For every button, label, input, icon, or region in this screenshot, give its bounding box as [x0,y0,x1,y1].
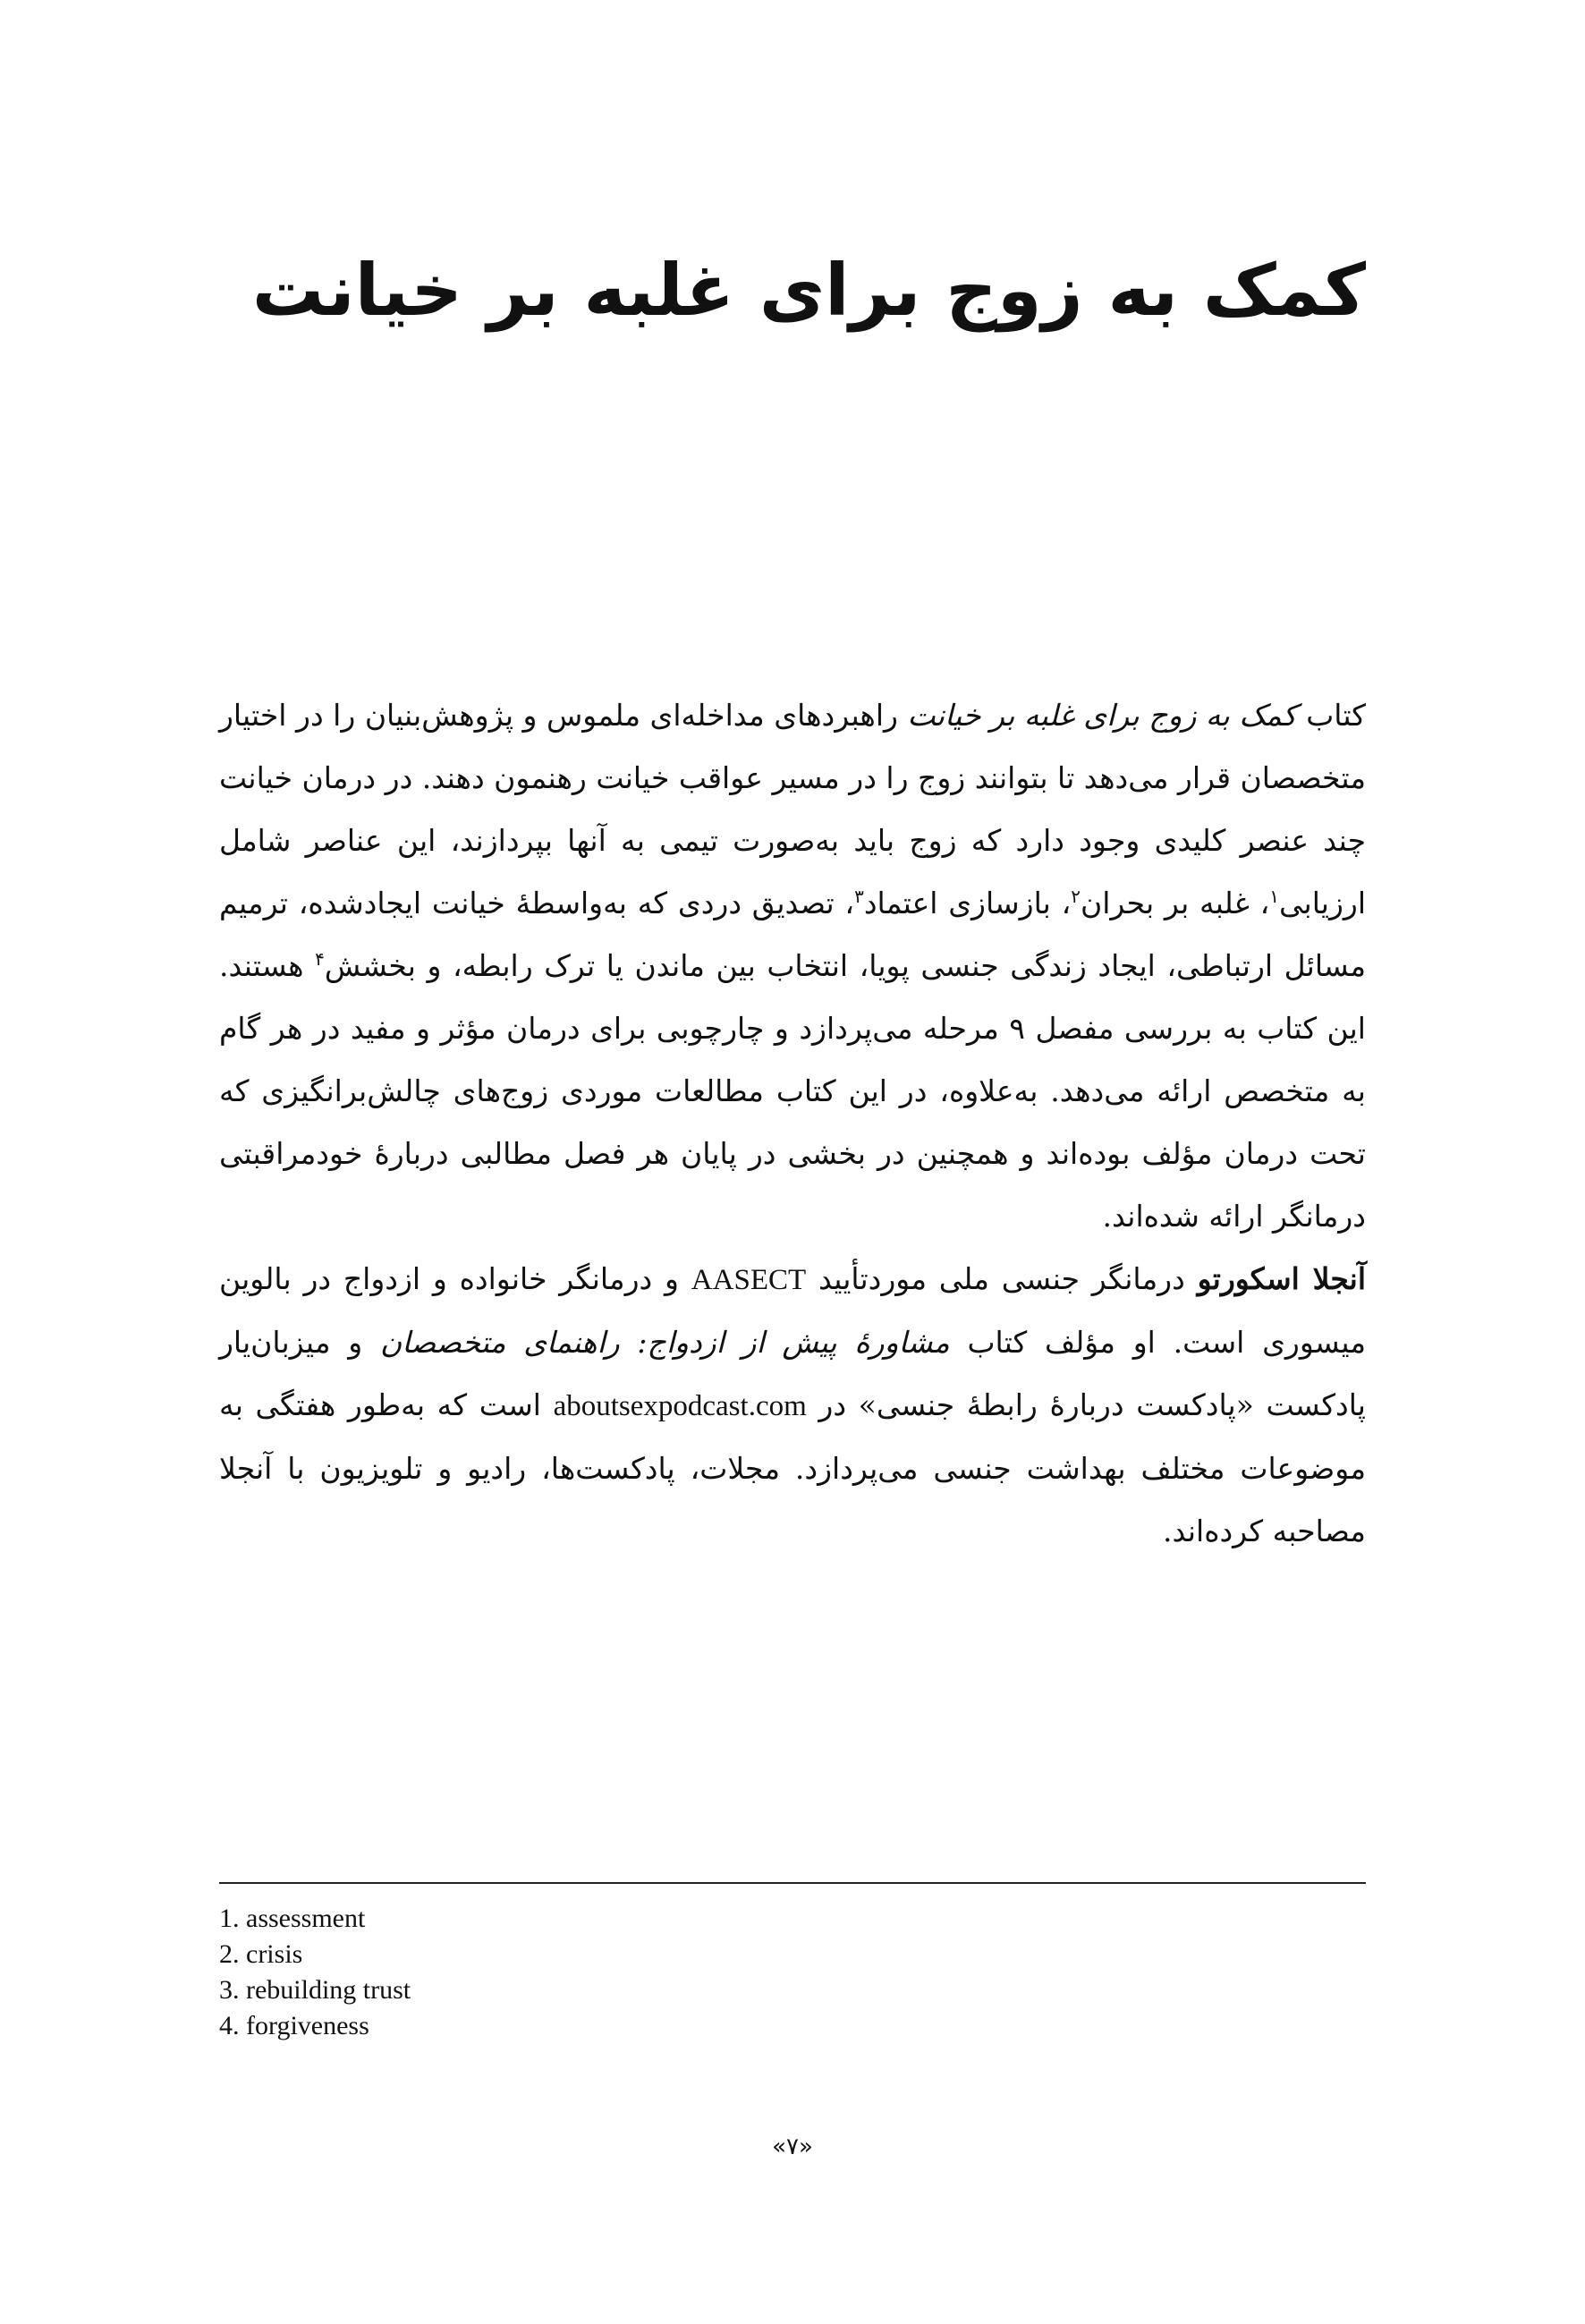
footnote-divider [219,1882,1366,1884]
footnote-1: 1. assessment [219,1904,366,1933]
intro-paragraph [219,684,1366,1248]
intro-text-2: ، غلبه بر بحران [1081,886,1270,920]
footnote-ref-1: ۱ [1269,886,1280,907]
author-text-3: و میزبان‌یار پادکست «پادکست دربارهٔ رابطهٔ جنسی» در [219,1325,1366,1422]
aasect-abbreviation: AASECT [691,1264,807,1296]
footnote-ref-4: ۴ [315,948,325,970]
page-title: کمک به زوج برای غلبه بر خیانت [251,249,1366,332]
other-book-title-italic: مشاورهٔ پیش از ازدواج: راهنمای متخصصان [379,1325,950,1360]
intro-text-start: کتاب [1296,698,1366,733]
author-text-2: و درمانگر خانواده و ازدواج در بالوین میسوری است. او مؤلف کتاب [219,1261,1366,1360]
footnote-ref-3: ۳ [854,886,864,907]
author-paragraph [219,1248,1366,1563]
footnote-4: 4. forgiveness [219,2011,369,2040]
intro-text-1: راهبردهای مداخله‌ای ملموس و پژوهش‌بنیان را در اختیار متخصصان قرار می‌دهد تا بتوانند زوج را در مسیر عواقب خیانت رهنمون دهند. در درمان خیانت چند عنصر کلیدی وجود دارد که زوج باید به‌صورت تیمی به آنها بپردازند، این عناصر شامل ارزیابی [219,698,1367,920]
footnote-3: 3. rebuilding trust [219,1975,411,2005]
intro-text-5: هستند. این کتاب به بررسی مفصل ۹ مرحله می‌پردازد و چارچوبی برای درمان مؤثر و مفید در هر گام به متخصص ارائه می‌دهد. به‌علاوه، در این کتاب مطالعات موردی زوج‌های چالش‌برانگیزی که تحت درمان مؤلف بوده‌اند و همچنین در بخشی در پایان هر فصل مطالبی دربارهٔ خود‌مراقبتی درمانگر ارائه شده‌اند. [219,948,1366,1234]
footnote-ref-2: ۲ [1071,886,1081,907]
intro-text-4: ، تصدیق دردی که به‌واسطهٔ خیانت ایجادشده، ترمیم مسائل ارتباطی، ایجاد زندگی جنسی پویا، انتخاب بین ماندن یا ترک رابطه، و بخشش [219,886,1366,983]
intro-text-3: ، بازسازی اعتماد [863,886,1072,920]
book-title-italic: کمک به زوج برای غلبه بر خیانت [907,698,1297,733]
author-name: آنجلا اسکورتو [1197,1261,1366,1296]
footnote-2: 2. crisis [219,1939,303,1969]
website-address: aboutsexpodcast.com [553,1390,807,1422]
footnotes-list [219,1901,1366,2044]
main-body-text [219,684,1366,1563]
author-text-4: است که به‌طور هفتگی به موضوعات مختلف بهداشت جنسی می‌پردازد. مجلات، پادکست‌ها، رادیو و تلویزیون با آنجلا مصاحبه کرده‌اند. [219,1387,1366,1548]
author-text-1: درمانگر جنسی ملی موردتأیید [806,1261,1198,1296]
page-number: «۷» [772,2133,813,2160]
